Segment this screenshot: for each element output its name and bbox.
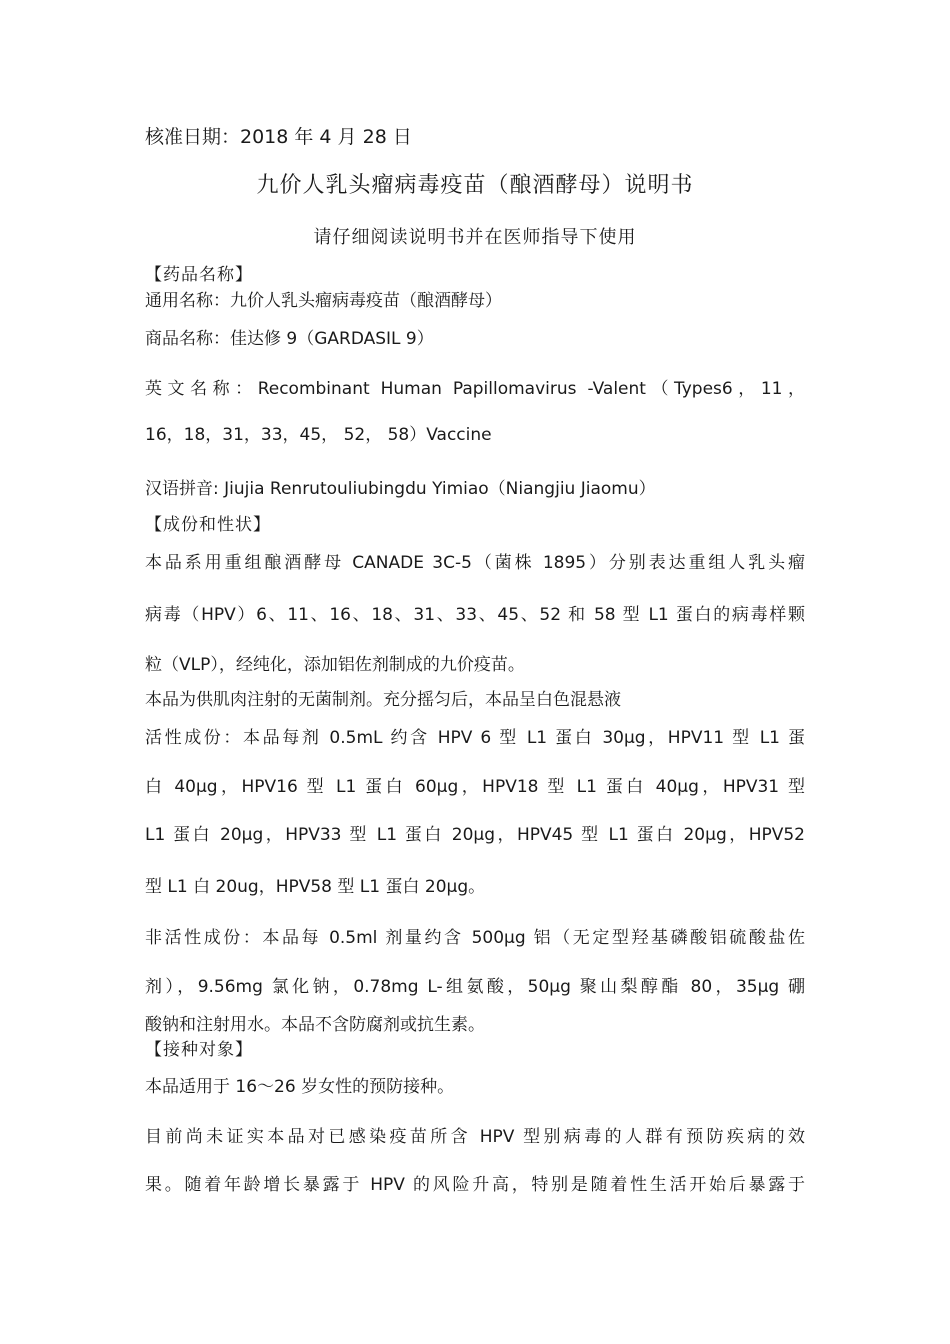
target-population-text: 本品适用于 16～26 岁女性的预防接种。: [145, 1077, 455, 1097]
composition-paragraph-line-3: 粒（VLP），经纯化，添加铝佐剂制成的九价疫苗。: [145, 655, 525, 675]
active-ingredient-line-4: 型 L1 白 20ug，HPV58 型 L1 蛋白 20μg。: [145, 877, 486, 897]
inactive-ingredient-line-1: 非活性成份：本品每 0.5ml 剂量约含 500μg 铝（无定型羟基磷酸铝硫酸盐佐: [145, 928, 805, 948]
section-heading-target: 【接种对象】: [145, 1040, 253, 1060]
active-ingredient-line-3: L1 蛋白 20μg，HPV33 型 L1 蛋白 20μg，HPV45 型 L1 蛋白 20μg，HPV52: [145, 825, 805, 845]
pinyin-name: 汉语拼音: Jiujia Renrutouliubingdu Yimiao（Niangjiu Jiaomu）: [145, 479, 656, 499]
english-name-line-2: 16，18，31，33，45， 52， 58）Vaccine: [145, 425, 492, 445]
trade-name: 商品名称：佳达修 9（GARDASIL 9）: [145, 329, 434, 349]
target-note-line-2: 果。随着年龄增长暴露于 HPV 的风险升高，特别是随着性生活开始后暴露于: [145, 1175, 805, 1195]
english-name-line-1: 英文名称：Recombinant Human Papillomavirus -Valent（Types6，11，: [145, 379, 805, 399]
inactive-ingredient-line-2: 剂），9.56mg 氯化钠，0.78mg L-组氨酸，50μg 聚山梨醇酯 80，35μg 硼: [145, 977, 805, 997]
composition-paragraph-line-2: 病毒（HPV）6、11、16、18、31、33、45、52 和 58 型 L1 蛋白的病毒样颗: [145, 605, 805, 625]
target-note-line-1: 目前尚未证实本品对已感染疫苗所含 HPV 型别病毒的人群有预防疾病的效: [145, 1127, 805, 1147]
appearance-text: 本品为供肌肉注射的无菌制剂。充分摇匀后，本品呈白色混悬液: [145, 690, 621, 710]
document-subtitle: 请仔细阅读说明书并在医师指导下使用: [313, 227, 637, 248]
inactive-ingredient-line-3: 酸钠和注射用水。本品不含防腐剂或抗生素。: [145, 1015, 485, 1035]
section-heading-drug-name: 【药品名称】: [145, 265, 253, 285]
composition-paragraph-line-1: 本品系用重组酿酒酵母 CANADE 3C-5（菌株 1895）分别表达重组人乳头瘤: [145, 553, 805, 573]
approval-date: 核准日期：2018 年 4 月 28 日: [145, 126, 412, 148]
active-ingredient-line-2: 白 40μg，HPV16 型 L1 蛋白 60μg，HPV18 型 L1 蛋白 40μg，HPV31 型: [145, 777, 805, 797]
generic-name: 通用名称：九价人乳头瘤病毒疫苗（酿酒酵母）: [145, 291, 502, 311]
active-ingredient-line-1: 活性成份：本品每剂 0.5mL 约含 HPV 6 型 L1 蛋白 30μg，HPV11 型 L1 蛋: [145, 728, 805, 748]
section-heading-composition: 【成份和性状】: [145, 515, 271, 535]
document-title: 九价人乳头瘤病毒疫苗（酿酒酵母）说明书: [256, 173, 694, 198]
